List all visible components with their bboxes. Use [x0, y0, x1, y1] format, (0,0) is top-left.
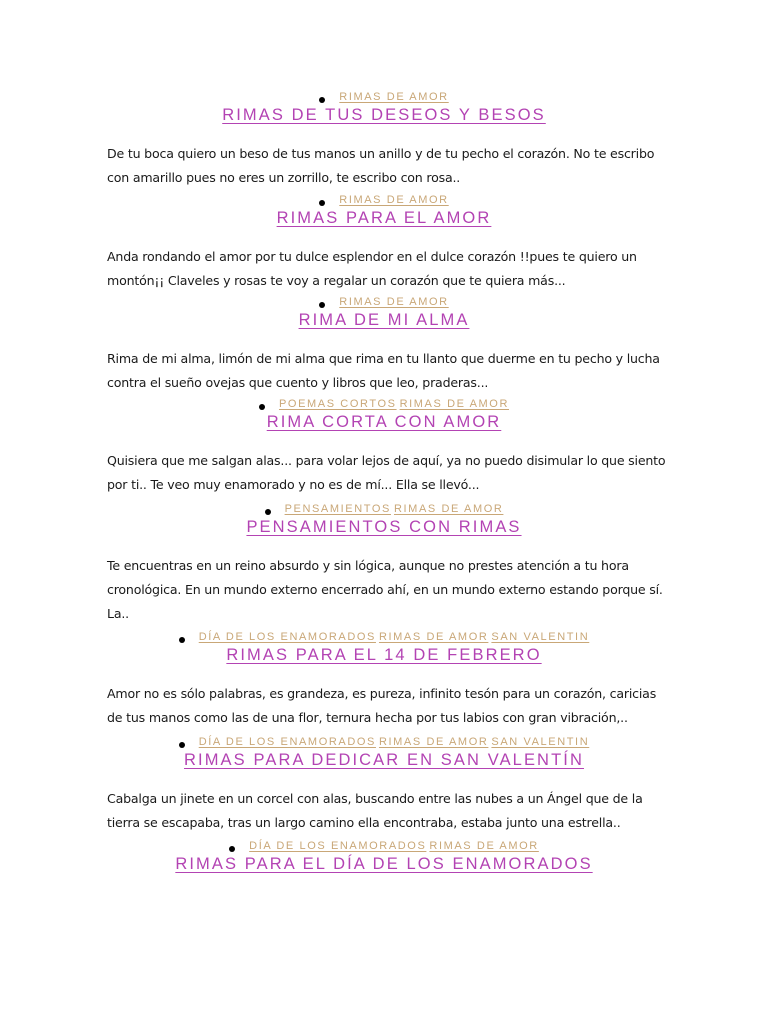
post-title-link[interactable]: RIMAS DE TUS DESEOS Y BESOS	[222, 106, 546, 124]
category-link[interactable]: RIMAS DE AMOR	[393, 503, 504, 515]
post-title-link[interactable]: RIMAS PARA DEDICAR EN SAN VALENTÍN	[184, 751, 584, 769]
bullet-icon	[319, 302, 325, 308]
post-excerpt: Cabalga un jinete en un corcel con alas, buscando entre las nubes a un Ángel que de la tierra se escapaba, tras un largo camino ella encontraba, estaba junto una estrella..	[107, 791, 643, 830]
post-title	[0, 749, 768, 771]
post-title	[0, 207, 768, 229]
bullet-icon	[319, 97, 325, 103]
category-list	[0, 397, 768, 411]
category-list	[0, 839, 768, 853]
post-excerpt: Anda rondando el amor por tu dulce esplendor en el dulce corazón !!pues te quiero un montón¡¡ Claveles y rosas te voy a regalar un corazón que te quiera más...	[107, 249, 637, 288]
category-link[interactable]: DÍA DE LOS ENAMORADOS	[249, 840, 427, 852]
bullet-icon	[319, 200, 325, 206]
post-title-link[interactable]: RIMAS PARA EL DÍA DE LOS ENAMORADOS	[175, 855, 593, 873]
post-title-link[interactable]: RIMA CORTA CON AMOR	[266, 413, 502, 431]
bullet-icon	[229, 846, 235, 852]
category-link[interactable]: RIMAS DE AMOR	[378, 631, 489, 643]
bullet-icon	[179, 742, 185, 748]
post-title	[0, 853, 768, 875]
post-title	[0, 411, 768, 433]
bullet-icon	[179, 637, 185, 643]
category-link[interactable]: RIMAS DE AMOR	[378, 736, 489, 748]
category-list	[0, 295, 768, 309]
post-excerpt: De tu boca quiero un beso de tus manos un anillo y de tu pecho el corazón. No te escribo con amarillo pues no eres un zorrillo, te escribo con rosa..	[107, 146, 655, 185]
bullet-icon	[265, 509, 271, 515]
bullet-icon	[259, 404, 265, 410]
category-link[interactable]: RIMAS DE AMOR	[399, 398, 510, 410]
post-title-link[interactable]: RIMAS PARA EL 14 DE FEBRERO	[226, 646, 542, 664]
category-list	[0, 193, 768, 207]
post-title	[0, 309, 768, 331]
category-link[interactable]: PENSAMIENTOS	[284, 503, 391, 515]
category-list	[0, 502, 768, 516]
post-excerpt: Te encuentras en un reino absurdo y sin lógica, aunque no prestes atención a tu hora cronológica. En un mundo externo encerrado ahí, en un mundo externo estando porque sí. La..	[107, 558, 663, 621]
category-link[interactable]: RIMAS DE AMOR	[339, 194, 449, 206]
category-link[interactable]: SAN VALENTIN	[491, 631, 590, 643]
category-link[interactable]: RIMAS DE AMOR	[339, 296, 449, 308]
post-excerpt: Amor no es sólo palabras, es grandeza, es pureza, infinito tesón para un corazón, caricias de tus manos como las de una flor, ternura hecha por tus labios con gran vibración,..	[107, 686, 657, 725]
post-title-link[interactable]: RIMAS PARA EL AMOR	[276, 209, 492, 227]
post-title-link[interactable]: RIMA DE MI ALMA	[298, 311, 470, 329]
post-title	[0, 516, 768, 538]
category-link[interactable]: SAN VALENTIN	[491, 736, 590, 748]
category-list	[0, 630, 768, 644]
category-link[interactable]: RIMAS DE AMOR	[339, 91, 449, 103]
category-list	[0, 735, 768, 749]
category-link[interactable]: DÍA DE LOS ENAMORADOS	[198, 631, 376, 643]
category-link[interactable]: DÍA DE LOS ENAMORADOS	[198, 736, 376, 748]
post-title-link[interactable]: PENSAMIENTOS CON RIMAS	[246, 518, 522, 536]
post-excerpt: Quisiera que me salgan alas... para volar lejos de aquí, ya no puedo disimular lo que siento por ti.. Te veo muy enamorado y no es de mí... Ella se llevó...	[107, 453, 666, 492]
post-excerpt: Rima de mi alma, limón de mi alma que rima en tu llanto que duerme en tu pecho y lucha contra el sueño ovejas que cuento y libros que leo, praderas...	[107, 351, 660, 390]
post-title	[0, 104, 768, 126]
category-link[interactable]: POEMAS CORTOS	[278, 398, 397, 410]
category-list	[0, 90, 768, 104]
post-title	[0, 644, 768, 666]
category-link[interactable]: RIMAS DE AMOR	[429, 840, 539, 852]
